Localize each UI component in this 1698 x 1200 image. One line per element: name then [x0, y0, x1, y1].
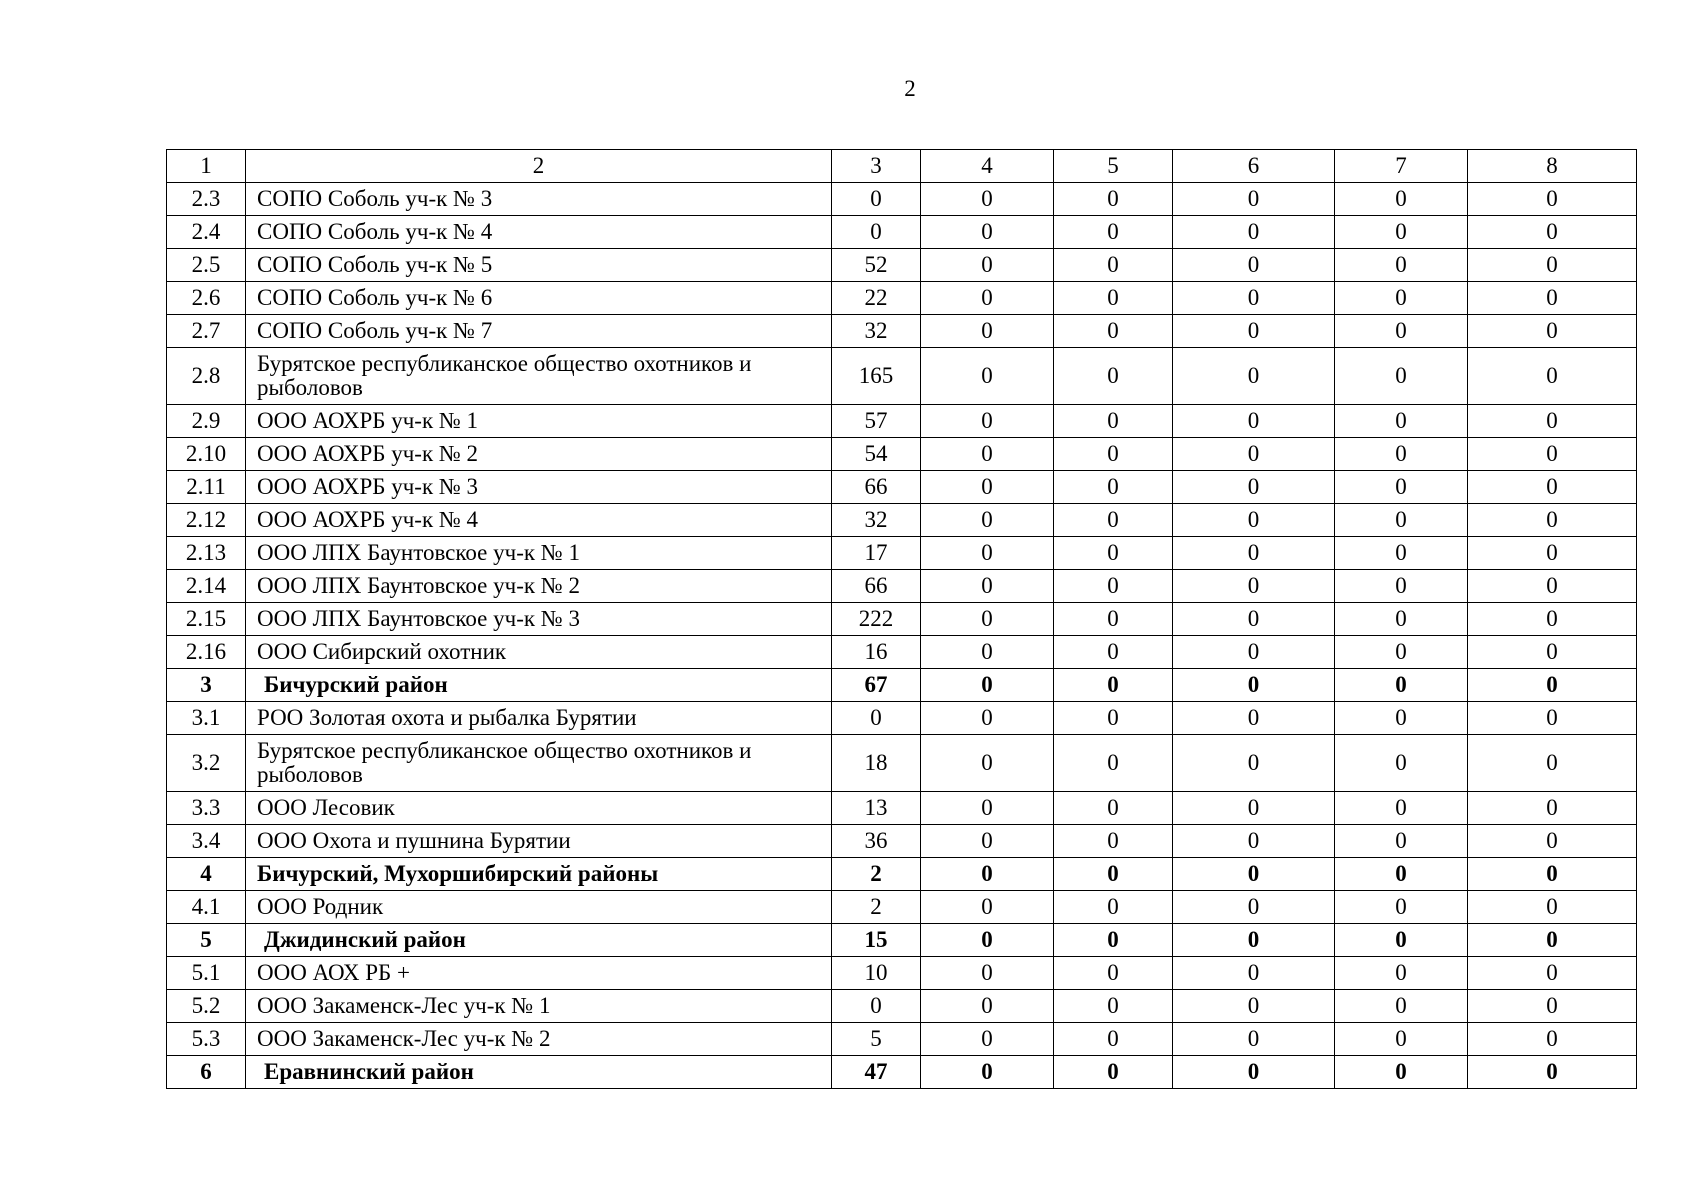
cell-col-7: 0	[1335, 891, 1468, 924]
cell-col-8: 0	[1468, 183, 1637, 216]
cell-col-6: 0	[1173, 636, 1335, 669]
cell-number: 4.1	[167, 891, 246, 924]
cell-number: 2.6	[167, 282, 246, 315]
cell-col-3: 165	[832, 348, 921, 405]
table-row-district	[167, 669, 1637, 702]
cell-col-7: 0	[1335, 636, 1468, 669]
cell-number: 2.12	[167, 504, 246, 537]
table-row	[167, 792, 1637, 825]
cell-col-5: 0	[1054, 957, 1173, 990]
cell-col-6: 0	[1173, 702, 1335, 735]
cell-col-4: 0	[921, 282, 1054, 315]
header-cell-8: 8	[1468, 150, 1637, 183]
cell-col-5: 0	[1054, 792, 1173, 825]
table-row	[167, 405, 1637, 438]
cell-col-7: 0	[1335, 315, 1468, 348]
cell-number: 5.3	[167, 1023, 246, 1056]
cell-col-4: 0	[921, 957, 1054, 990]
cell-col-3: 15	[832, 924, 921, 957]
cell-name: СОПО Соболь уч-к № 4	[246, 216, 832, 249]
cell-col-5: 0	[1054, 636, 1173, 669]
cell-name: ООО АОХ РБ +	[246, 957, 832, 990]
data-table	[166, 149, 1637, 1089]
cell-col-6: 0	[1173, 249, 1335, 282]
cell-col-5: 0	[1054, 405, 1173, 438]
table-row	[167, 537, 1637, 570]
cell-number: 3	[167, 669, 246, 702]
cell-col-6: 0	[1173, 957, 1335, 990]
header-cell-5: 5	[1054, 150, 1173, 183]
cell-col-8: 0	[1468, 504, 1637, 537]
cell-number: 2.10	[167, 438, 246, 471]
table-row	[167, 825, 1637, 858]
table-header-row	[167, 150, 1637, 183]
cell-name: ООО Закаменск-Лес уч-к № 2	[246, 1023, 832, 1056]
cell-col-5: 0	[1054, 669, 1173, 702]
cell-col-4: 0	[921, 603, 1054, 636]
cell-col-8: 0	[1468, 348, 1637, 405]
cell-number: 6	[167, 1056, 246, 1089]
table-row	[167, 603, 1637, 636]
cell-col-6: 0	[1173, 825, 1335, 858]
cell-col-3: 67	[832, 669, 921, 702]
cell-number: 2.11	[167, 471, 246, 504]
table-row	[167, 282, 1637, 315]
cell-col-3: 13	[832, 792, 921, 825]
cell-col-5: 0	[1054, 282, 1173, 315]
cell-col-6: 0	[1173, 216, 1335, 249]
cell-name: ООО Родник	[246, 891, 832, 924]
cell-name: ООО ЛПХ Баунтовское уч-к № 2	[246, 570, 832, 603]
cell-col-6: 0	[1173, 570, 1335, 603]
cell-col-4: 0	[921, 183, 1054, 216]
cell-col-3: 57	[832, 405, 921, 438]
cell-col-5: 0	[1054, 537, 1173, 570]
cell-col-7: 0	[1335, 825, 1468, 858]
cell-col-7: 0	[1335, 438, 1468, 471]
table-row	[167, 891, 1637, 924]
cell-col-8: 0	[1468, 438, 1637, 471]
cell-col-6: 0	[1173, 603, 1335, 636]
cell-col-7: 0	[1335, 1056, 1468, 1089]
cell-col-8: 0	[1468, 1023, 1637, 1056]
table-row	[167, 504, 1637, 537]
table-row-district	[167, 924, 1637, 957]
table-row	[167, 990, 1637, 1023]
cell-name: Бичурский район	[246, 669, 832, 702]
cell-col-8: 0	[1468, 891, 1637, 924]
cell-col-7: 0	[1335, 858, 1468, 891]
cell-col-6: 0	[1173, 504, 1335, 537]
cell-col-7: 0	[1335, 249, 1468, 282]
cell-number: 5	[167, 924, 246, 957]
cell-number: 2.9	[167, 405, 246, 438]
table-row	[167, 216, 1637, 249]
cell-name: Бурятское республиканское общество охотников и рыболовов	[246, 735, 832, 792]
table-row	[167, 570, 1637, 603]
cell-col-7: 0	[1335, 603, 1468, 636]
cell-col-5: 0	[1054, 348, 1173, 405]
page-number: 2	[904, 76, 916, 101]
cell-col-5: 0	[1054, 570, 1173, 603]
cell-name: ООО Охота и пушнина Бурятии	[246, 825, 832, 858]
cell-col-3: 17	[832, 537, 921, 570]
cell-col-4: 0	[921, 792, 1054, 825]
cell-col-6: 0	[1173, 282, 1335, 315]
cell-col-7: 0	[1335, 735, 1468, 792]
cell-number: 3.2	[167, 735, 246, 792]
cell-number: 2.16	[167, 636, 246, 669]
cell-col-8: 0	[1468, 669, 1637, 702]
cell-col-3: 32	[832, 504, 921, 537]
cell-number: 2.8	[167, 348, 246, 405]
cell-col-8: 0	[1468, 858, 1637, 891]
cell-col-6: 0	[1173, 315, 1335, 348]
cell-col-3: 0	[832, 702, 921, 735]
cell-number: 4	[167, 858, 246, 891]
cell-col-4: 0	[921, 537, 1054, 570]
cell-col-4: 0	[921, 735, 1054, 792]
cell-col-5: 0	[1054, 825, 1173, 858]
cell-name: ООО АОХРБ уч-к № 2	[246, 438, 832, 471]
cell-col-7: 0	[1335, 405, 1468, 438]
cell-col-3: 0	[832, 990, 921, 1023]
cell-name: Бичурский, Мухоршибирский районы	[246, 858, 832, 891]
cell-name: СОПО Соболь уч-к № 5	[246, 249, 832, 282]
cell-col-6: 0	[1173, 735, 1335, 792]
cell-col-8: 0	[1468, 924, 1637, 957]
cell-number: 2.14	[167, 570, 246, 603]
cell-col-3: 54	[832, 438, 921, 471]
cell-col-4: 0	[921, 348, 1054, 405]
cell-col-6: 0	[1173, 471, 1335, 504]
table-row	[167, 348, 1637, 405]
cell-col-5: 0	[1054, 504, 1173, 537]
cell-number: 3.1	[167, 702, 246, 735]
cell-col-4: 0	[921, 636, 1054, 669]
cell-col-5: 0	[1054, 1056, 1173, 1089]
cell-col-4: 0	[921, 1023, 1054, 1056]
cell-col-3: 52	[832, 249, 921, 282]
cell-col-5: 0	[1054, 891, 1173, 924]
cell-col-7: 0	[1335, 792, 1468, 825]
cell-number: 2.4	[167, 216, 246, 249]
cell-col-8: 0	[1468, 735, 1637, 792]
cell-col-3: 2	[832, 858, 921, 891]
cell-col-3: 16	[832, 636, 921, 669]
cell-col-3: 2	[832, 891, 921, 924]
cell-col-6: 0	[1173, 348, 1335, 405]
cell-col-7: 0	[1335, 537, 1468, 570]
cell-col-8: 0	[1468, 282, 1637, 315]
cell-col-8: 0	[1468, 537, 1637, 570]
cell-col-3: 22	[832, 282, 921, 315]
cell-name: ООО Закаменск-Лес уч-к № 1	[246, 990, 832, 1023]
cell-col-4: 0	[921, 669, 1054, 702]
cell-name: Джидинский район	[246, 924, 832, 957]
cell-col-6: 0	[1173, 1023, 1335, 1056]
cell-name: Еравнинский район	[246, 1056, 832, 1089]
table-row	[167, 1023, 1637, 1056]
cell-col-4: 0	[921, 471, 1054, 504]
cell-col-5: 0	[1054, 735, 1173, 792]
cell-col-3: 10	[832, 957, 921, 990]
cell-col-4: 0	[921, 858, 1054, 891]
cell-col-8: 0	[1468, 957, 1637, 990]
header-cell-6: 6	[1173, 150, 1335, 183]
table-row	[167, 702, 1637, 735]
cell-col-4: 0	[921, 924, 1054, 957]
cell-col-7: 0	[1335, 570, 1468, 603]
cell-col-7: 0	[1335, 957, 1468, 990]
cell-col-8: 0	[1468, 570, 1637, 603]
cell-col-3: 18	[832, 735, 921, 792]
cell-col-3: 66	[832, 471, 921, 504]
cell-number: 3.3	[167, 792, 246, 825]
cell-number: 2.7	[167, 315, 246, 348]
table-row-district	[167, 858, 1637, 891]
cell-col-7: 0	[1335, 990, 1468, 1023]
cell-col-5: 0	[1054, 249, 1173, 282]
header-cell-2: 2	[246, 150, 832, 183]
cell-col-5: 0	[1054, 603, 1173, 636]
cell-col-5: 0	[1054, 216, 1173, 249]
header-cell-3: 3	[832, 150, 921, 183]
table-row	[167, 471, 1637, 504]
cell-col-8: 0	[1468, 1056, 1637, 1089]
cell-col-8: 0	[1468, 603, 1637, 636]
cell-col-5: 0	[1054, 315, 1173, 348]
table-row	[167, 183, 1637, 216]
cell-number: 2.3	[167, 183, 246, 216]
cell-col-5: 0	[1054, 438, 1173, 471]
cell-col-6: 0	[1173, 792, 1335, 825]
cell-name: ООО ЛПХ Баунтовское уч-к № 1	[246, 537, 832, 570]
cell-col-6: 0	[1173, 990, 1335, 1023]
cell-col-6: 0	[1173, 891, 1335, 924]
table-row	[167, 438, 1637, 471]
cell-col-8: 0	[1468, 825, 1637, 858]
cell-col-5: 0	[1054, 702, 1173, 735]
cell-name: СОПО Соболь уч-к № 7	[246, 315, 832, 348]
cell-col-8: 0	[1468, 702, 1637, 735]
cell-col-5: 0	[1054, 471, 1173, 504]
cell-number: 2.13	[167, 537, 246, 570]
cell-col-8: 0	[1468, 249, 1637, 282]
table-row	[167, 735, 1637, 792]
cell-col-8: 0	[1468, 216, 1637, 249]
cell-col-3: 47	[832, 1056, 921, 1089]
cell-col-6: 0	[1173, 858, 1335, 891]
cell-col-5: 0	[1054, 990, 1173, 1023]
cell-col-4: 0	[921, 891, 1054, 924]
cell-col-4: 0	[921, 702, 1054, 735]
cell-col-3: 5	[832, 1023, 921, 1056]
cell-col-6: 0	[1173, 1056, 1335, 1089]
cell-col-7: 0	[1335, 183, 1468, 216]
cell-col-7: 0	[1335, 924, 1468, 957]
header-cell-1: 1	[167, 150, 246, 183]
table-row	[167, 636, 1637, 669]
table-row	[167, 315, 1637, 348]
cell-name: ООО ЛПХ Баунтовское уч-к № 3	[246, 603, 832, 636]
cell-col-4: 0	[921, 990, 1054, 1023]
cell-col-6: 0	[1173, 924, 1335, 957]
cell-col-4: 0	[921, 825, 1054, 858]
cell-number: 5.1	[167, 957, 246, 990]
cell-col-8: 0	[1468, 471, 1637, 504]
cell-name: ООО АОХРБ уч-к № 3	[246, 471, 832, 504]
cell-col-6: 0	[1173, 405, 1335, 438]
table-row-district	[167, 1056, 1637, 1089]
cell-number: 2.5	[167, 249, 246, 282]
cell-col-7: 0	[1335, 348, 1468, 405]
cell-col-5: 0	[1054, 858, 1173, 891]
cell-col-4: 0	[921, 405, 1054, 438]
cell-col-7: 0	[1335, 282, 1468, 315]
cell-number: 2.15	[167, 603, 246, 636]
cell-col-6: 0	[1173, 183, 1335, 216]
cell-col-4: 0	[921, 504, 1054, 537]
cell-col-4: 0	[921, 570, 1054, 603]
cell-col-4: 0	[921, 249, 1054, 282]
cell-col-4: 0	[921, 315, 1054, 348]
cell-name: Бурятское республиканское общество охотников и рыболовов	[246, 348, 832, 405]
cell-col-4: 0	[921, 216, 1054, 249]
cell-col-3: 32	[832, 315, 921, 348]
cell-col-3: 0	[832, 183, 921, 216]
cell-col-7: 0	[1335, 702, 1468, 735]
cell-col-3: 0	[832, 216, 921, 249]
header-cell-7: 7	[1335, 150, 1468, 183]
cell-name: ООО Сибирский охотник	[246, 636, 832, 669]
cell-col-8: 0	[1468, 405, 1637, 438]
table-row	[167, 957, 1637, 990]
cell-col-8: 0	[1468, 792, 1637, 825]
cell-col-5: 0	[1054, 1023, 1173, 1056]
cell-col-8: 0	[1468, 315, 1637, 348]
cell-col-4: 0	[921, 438, 1054, 471]
cell-col-7: 0	[1335, 1023, 1468, 1056]
cell-col-8: 0	[1468, 636, 1637, 669]
cell-col-7: 0	[1335, 471, 1468, 504]
cell-col-6: 0	[1173, 537, 1335, 570]
cell-col-7: 0	[1335, 669, 1468, 702]
header-cell-4: 4	[921, 150, 1054, 183]
cell-col-3: 66	[832, 570, 921, 603]
cell-col-4: 0	[921, 1056, 1054, 1089]
cell-name: ООО АОХРБ уч-к № 4	[246, 504, 832, 537]
cell-name: ООО Лесовик	[246, 792, 832, 825]
cell-name: РОО Золотая охота и рыбалка Бурятии	[246, 702, 832, 735]
cell-name: СОПО Соболь уч-к № 3	[246, 183, 832, 216]
cell-col-5: 0	[1054, 183, 1173, 216]
cell-name: ООО АОХРБ уч-к № 1	[246, 405, 832, 438]
cell-col-8: 0	[1468, 990, 1637, 1023]
cell-number: 5.2	[167, 990, 246, 1023]
cell-col-6: 0	[1173, 669, 1335, 702]
cell-col-3: 36	[832, 825, 921, 858]
table-row	[167, 249, 1637, 282]
cell-col-3: 222	[832, 603, 921, 636]
cell-name: СОПО Соболь уч-к № 6	[246, 282, 832, 315]
cell-col-7: 0	[1335, 216, 1468, 249]
cell-col-7: 0	[1335, 504, 1468, 537]
cell-col-6: 0	[1173, 438, 1335, 471]
cell-col-5: 0	[1054, 924, 1173, 957]
cell-number: 3.4	[167, 825, 246, 858]
